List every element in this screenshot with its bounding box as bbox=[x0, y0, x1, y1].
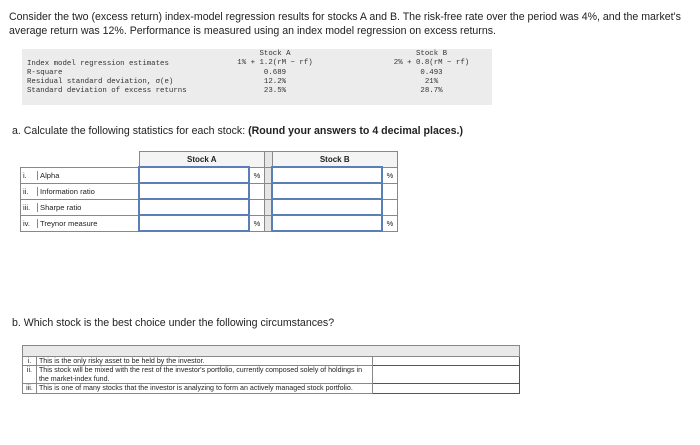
circumstance-text: This stock will be mixed with the rest of the investor's portfolio, currently composed solely of holdings in the market-index fund. bbox=[36, 366, 372, 384]
row-num: i. bbox=[23, 171, 38, 180]
stock-a-header: Stock A bbox=[259, 50, 291, 58]
sharpe-ratio-stock-a-input[interactable] bbox=[139, 199, 249, 215]
row-num: iii. bbox=[23, 384, 37, 393]
col-header-stock-b: Stock B bbox=[272, 152, 398, 168]
table-row bbox=[21, 167, 398, 183]
alpha-stock-b-input[interactable] bbox=[272, 167, 382, 183]
table-row bbox=[23, 384, 520, 393]
information-ratio-stock-b-input[interactable] bbox=[272, 183, 382, 199]
information-ratio-stock-a-input[interactable] bbox=[139, 183, 249, 199]
stock-b-estimate: 2% + 0.8(rM − rf) bbox=[393, 59, 470, 67]
stock-b-header: Stock B bbox=[415, 50, 448, 58]
row-num: i. bbox=[23, 357, 37, 366]
col-header-stock-a: Stock A bbox=[139, 152, 265, 168]
table-row bbox=[21, 183, 398, 199]
unit-cell bbox=[382, 199, 398, 215]
unit-cell bbox=[249, 183, 265, 199]
circumstance-text: This is one of many stocks that the investor is analyzing to form an actively managed stock portfolio. bbox=[36, 384, 372, 393]
unit-percent: % bbox=[249, 215, 265, 231]
unit-cell bbox=[249, 199, 265, 215]
stock-a-residual-sd: 12.2% bbox=[263, 78, 287, 86]
part-a-question bbox=[12, 125, 463, 137]
problem-intro: Consider the two (excess return) index-model regression results for stocks A and B. The risk-free rate over the period was 4%, and the market's average return was 12%. Performance is measured using an index model regression on excess returns. bbox=[9, 11, 681, 37]
row-label-sharpe-ratio: Sharpe ratio bbox=[40, 202, 82, 212]
unit-cell bbox=[382, 183, 398, 199]
label-regression-estimates: Index model regression estimates bbox=[27, 60, 169, 68]
unit-percent: % bbox=[382, 215, 398, 231]
unit-percent: % bbox=[382, 167, 398, 183]
label-r-square: R-square bbox=[27, 69, 63, 77]
sharpe-ratio-stock-b-input[interactable] bbox=[272, 199, 382, 215]
table-row bbox=[23, 366, 520, 384]
stock-a-r-square: 0.689 bbox=[263, 69, 287, 77]
stock-b-residual-sd: 21% bbox=[424, 78, 439, 86]
row-num: ii. bbox=[23, 366, 37, 384]
row-label-treynor-measure: Treynor measure bbox=[40, 218, 98, 228]
row-label-alpha: Alpha bbox=[40, 170, 60, 180]
treynor-stock-b-input[interactable] bbox=[272, 215, 382, 231]
label-residual-sd: Residual standard deviation, σ(e) bbox=[27, 78, 174, 86]
part-b-answer-table bbox=[22, 345, 520, 394]
row-num: ii. bbox=[23, 187, 38, 196]
unit-percent: % bbox=[249, 167, 265, 183]
circumstance-3-select[interactable] bbox=[373, 384, 520, 393]
part-a-rounding-note: (Round your answers to 4 decimal places.) bbox=[248, 125, 464, 137]
stock-b-r-square: 0.493 bbox=[420, 69, 443, 77]
part-a-question-text: a. Calculate the following statistics for each stock: bbox=[12, 125, 249, 137]
row-label-information-ratio: Information ratio bbox=[40, 186, 95, 196]
table-row bbox=[21, 199, 398, 215]
table-row bbox=[21, 215, 398, 231]
row-num: iii. bbox=[23, 203, 38, 212]
circumstance-1-select[interactable] bbox=[373, 357, 520, 366]
alpha-stock-a-input[interactable] bbox=[139, 167, 249, 183]
part-b-question: b. Which stock is the best choice under the following circumstances? bbox=[12, 317, 335, 329]
row-num: iv. bbox=[23, 219, 38, 228]
regression-results-box bbox=[22, 49, 492, 105]
circumstance-2-select[interactable] bbox=[373, 366, 520, 384]
stock-a-estimate: 1% + 1.2(rM − rf) bbox=[237, 59, 313, 67]
treynor-stock-a-input[interactable] bbox=[139, 215, 249, 231]
circumstance-text: This is the only risky asset to be held by the investor. bbox=[36, 357, 372, 366]
stock-a-sd-excess: 23.5% bbox=[263, 87, 287, 95]
stock-b-sd-excess: 28.7% bbox=[420, 87, 443, 95]
table-row bbox=[23, 357, 520, 366]
part-a-answer-table bbox=[20, 151, 398, 232]
label-sd-excess: Standard deviation of excess returns bbox=[27, 87, 187, 95]
